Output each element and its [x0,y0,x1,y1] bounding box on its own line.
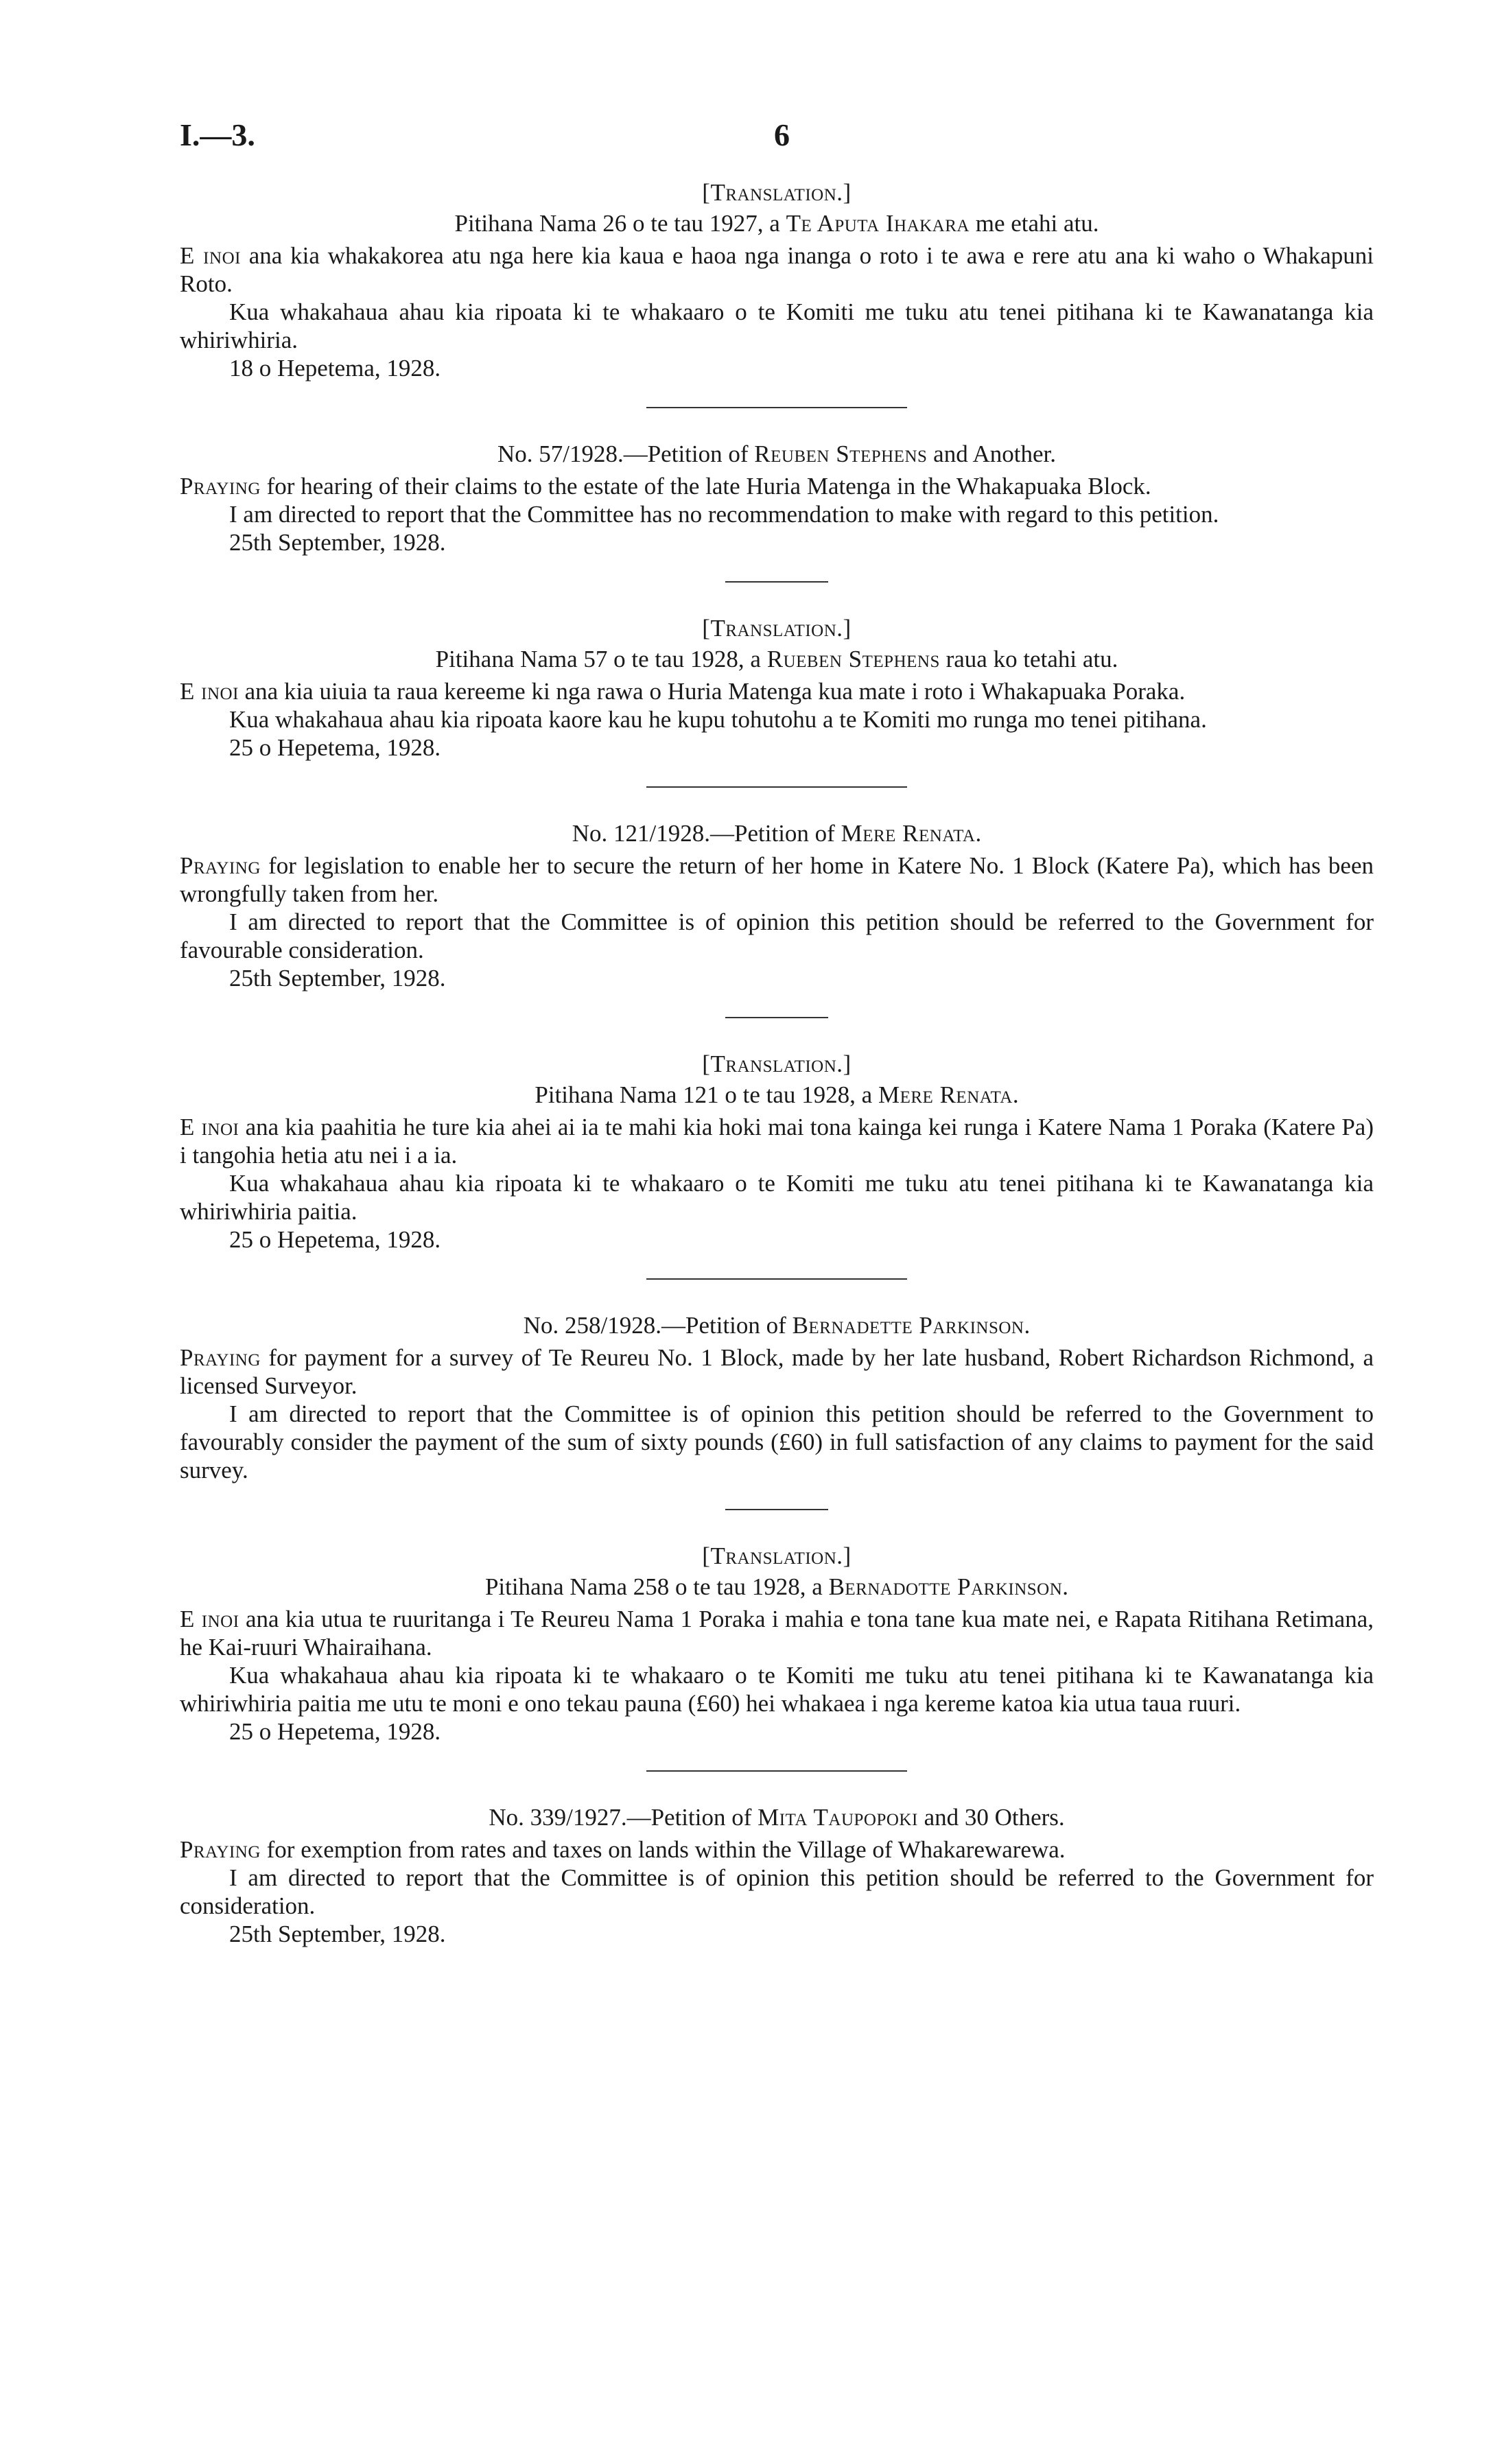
section-divider [646,1770,907,1772]
section-divider [725,1017,828,1018]
paragraph-lead: E inoi [180,1114,239,1140]
paragraph-lead: Praying [180,473,261,500]
petitioner-name: Mere Renata [878,1081,1013,1108]
petition-translation-258-1928 [180,1542,1374,1746]
prayer-paragraph: E inoi ana kia utua te ruuritanga i Te Reureu Nama 1 Poraka i mahia e tona tane kua mate nei, e Rapata Ritihana Retimana, he Kai-ruuri Whairaihana. [180,1606,1374,1661]
prayer-paragraph: Praying for legislation to enable her to secure the return of her home in Katere No. 1 Block (Katere Pa), which has been wrongfully taken from her. [180,852,1374,907]
petition-translation-121-1928 [180,1050,1374,1254]
petitioner-name: Bernadotte Parkinson [828,1573,1063,1600]
paragraph-lead: E inoi [180,1606,239,1632]
section-divider [646,786,907,788]
prayer-paragraph: Praying for hearing of their claims to the estate of the late Huria Matenga in the Whakapuaka Block. [180,473,1151,500]
report-paragraph: Kua whakahaua ahau kia ripoata ki te whakaaro o te Komiti me tuku atu tenei pitihana ki te Kawanatanga kia whiriwhiria. [180,298,1374,353]
petition-title: Pitihana Nama 26 o te tau 1927, a Te Aputa Ihakara me etahi atu. [454,210,1099,237]
paragraph-lead: Praying [180,1344,261,1371]
paper-reference: I.—3. [180,117,255,152]
document-body [180,178,1374,1948]
report-paragraph: I am directed to report that the Committee is of opinion this petition should be referred to the Government for favourable consideration. [180,908,1374,963]
section-divider [646,407,907,408]
petition-translation-26-1927 [180,178,1374,382]
report-paragraph: I am directed to report that the Committee is of opinion this petition should be referred to the Government to favourably consider the payment of the sum of sixty pounds (£60) in full satisfaction of any claims to payment for the said survey. [180,1400,1374,1483]
petition-121-1928 [180,819,1374,992]
petition-258-1928 [180,1311,1374,1484]
petition-title: No. 57/1928.—Petition of Reuben Stephens and Another. [497,441,1057,467]
translation-label: [Translation.] [702,1542,852,1569]
report-paragraph: Kua whakahaua ahau kia ripoata kaore kau he kupu tohutohu a te Komiti mo runga mo tenei pitihana. [229,706,1207,733]
petitioner-name: Reuben Stephens [754,441,928,467]
page-number: 6 [774,117,790,152]
report-date: 18 o Hepetema, 1928. [229,355,441,382]
petitioner-name: Te Aputa Ihakara [786,210,970,237]
report-paragraph: I am directed to report that the Committee is of opinion this petition should be referred to the Government for consideration. [180,1864,1374,1919]
petition-title: No. 258/1928.—Petition of Bernadette Parkinson. [523,1312,1031,1339]
report-date: 25 o Hepetema, 1928. [229,1718,441,1745]
section-divider [725,581,828,583]
petition-57-1928 [180,440,1374,556]
report-date: 25 o Hepetema, 1928. [229,1226,441,1253]
petition-title: Pitihana Nama 121 o te tau 1928, a Mere Renata. [535,1081,1019,1108]
report-date: 25th September, 1928. [229,965,446,992]
paragraph-lead: E inoi [180,242,241,269]
report-paragraph: Kua whakahaua ahau kia ripoata ki te whakaaro o te Komiti me tuku atu tenei pitihana ki te Kawanatanga kia whiriwhiria paitia me utu te moni e ono tekau pauna (£60) hei whakaea i nga kereme katoa kia utua taua ruuri. [180,1662,1374,1717]
paragraph-lead: E inoi [180,678,239,705]
petitioner-name: Bernadette Parkinson [792,1312,1024,1339]
prayer-paragraph: E inoi ana kia paahitia he ture kia ahei ai ia te mahi kia hoki mai tona kainga kei runga i Katere Nama 1 Poraka (Katere Pa) i tangohia hetia atu nei i a ia. [180,1114,1374,1169]
page-header [0,117,1491,165]
petition-translation-57-1928 [180,614,1374,762]
prayer-paragraph: E inoi ana kia whakakorea atu nga here kia kaua e haoa nga inanga o roto i te awa e rere atu ana ki waho o Whakapuni Roto. [180,242,1374,297]
petition-title: Pitihana Nama 57 o te tau 1928, a Rueben Stephens raua ko tetahi atu. [435,646,1118,672]
petitioner-name: Rueben Stephens [766,646,940,672]
prayer-paragraph: E inoi ana kia uiuia ta raua kereeme ki nga rawa o Huria Matenga kua mate i roto i Whakapuaka Poraka. [180,678,1186,705]
section-divider [646,1278,907,1280]
petition-title: No. 339/1927.—Petition of Mita Taupopoki and 30 Others. [489,1804,1065,1831]
paragraph-lead: Praying [180,852,261,879]
translation-label: [Translation.] [702,1051,852,1077]
prayer-paragraph: Praying for exemption from rates and taxes on lands within the Village of Whakarewarewa. [180,1836,1066,1863]
translation-label: [Translation.] [702,179,852,206]
petition-title: No. 121/1928.—Petition of Mere Renata. [572,820,982,847]
petitioner-name: Mere Renata [841,820,976,847]
report-paragraph: Kua whakahaua ahau kia ripoata ki te whakaaro o te Komiti me tuku atu tenei pitihana ki te Kawanatanga kia whiriwhiria paitia. [180,1170,1374,1225]
report-date: 25th September, 1928. [229,1921,446,1947]
translation-label: [Translation.] [702,615,852,642]
petition-title: Pitihana Nama 258 o te tau 1928, a Bernadotte Parkinson. [484,1573,1069,1600]
report-date: 25 o Hepetema, 1928. [229,734,441,761]
report-paragraph: I am directed to report that the Committee has no recommendation to make with regard to this petition. [229,501,1219,528]
section-divider [725,1509,828,1510]
petition-339-1927 [180,1803,1374,1948]
report-date: 25th September, 1928. [229,529,446,556]
petitioner-name: Mita Taupopoki [758,1804,918,1831]
prayer-paragraph: Praying for payment for a survey of Te Reureu No. 1 Block, made by her late husband, Robert Richardson Richmond, a licensed Surveyor. [180,1344,1374,1399]
paragraph-lead: Praying [180,1836,261,1863]
